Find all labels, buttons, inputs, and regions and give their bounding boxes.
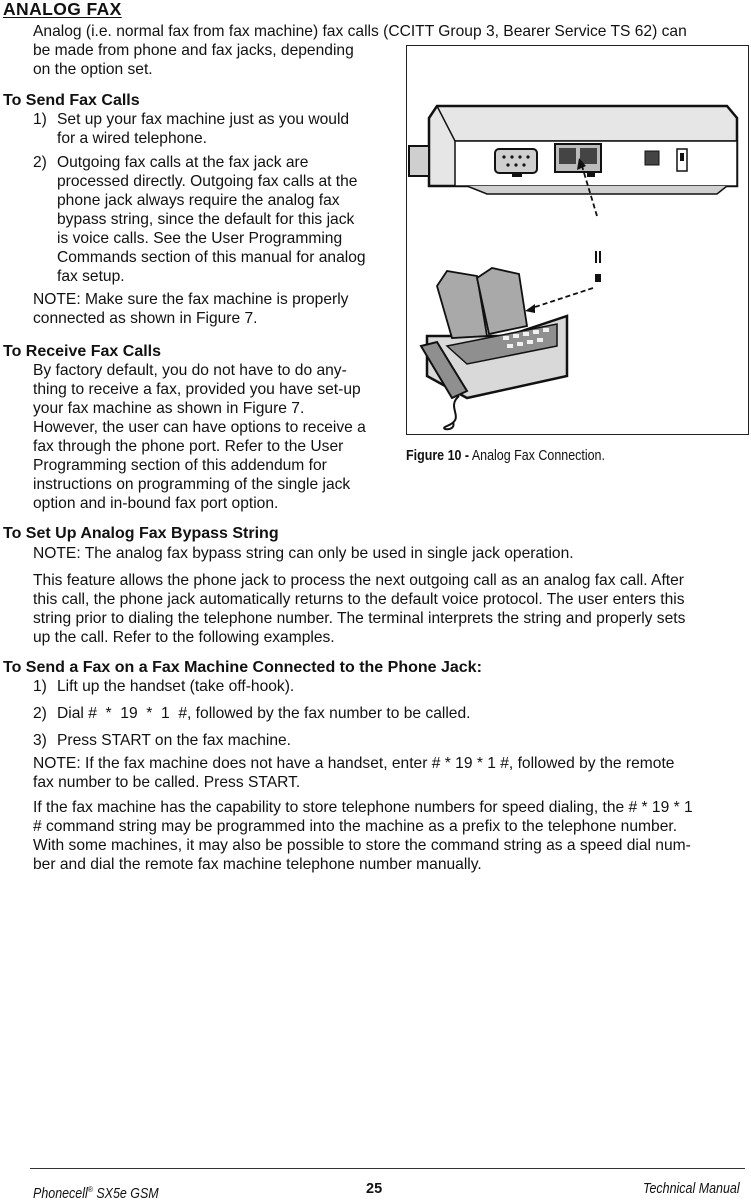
note-line: fax number to be called. Press START. (33, 774, 301, 791)
receive-line: However, the user can have options to receive a (33, 419, 366, 436)
figure-caption (406, 447, 605, 466)
bypass-line: This feature allows the phone jack to process the next outgoing call as an analog fax call. After (33, 572, 684, 589)
step-text: Lift up the handset (take off-hook). (57, 678, 295, 695)
figure-analog-fax-connection (406, 45, 749, 435)
step-number: 2) (33, 705, 47, 722)
step-number: 3) (33, 732, 47, 749)
receive-line: instructions on programming of the single jack (33, 476, 351, 493)
receive-line: By factory default, you do not have to do any- (33, 362, 347, 379)
footer-model: SX5e GSM (92, 1185, 159, 1202)
sendfax-step-2 (33, 704, 471, 723)
send-heading: To Send Fax Calls (3, 92, 140, 109)
send-note (33, 290, 348, 328)
sendfax-paragraph (33, 798, 693, 874)
note-line: NOTE: Make sure the fax machine is properly (33, 291, 349, 308)
sendfax-step-1 (33, 677, 295, 696)
registered-mark: ® (87, 1185, 93, 1194)
fax-connection-illustration (407, 46, 747, 433)
section-title: ANALOG FAX (3, 0, 122, 19)
sendfax-line: If the fax machine has the capability to store telephone numbers for speed dialing, the # * 19 * 1 (33, 799, 693, 816)
intro-line: be made from phone and fax jacks, depending (33, 42, 354, 59)
receive-line: fax through the phone port. Refer to the User (33, 438, 344, 455)
receive-paragraph (33, 361, 366, 513)
note-line: NOTE: If the fax machine does not have a handset, enter # * 19 * 1 #, followed by the remote (33, 755, 675, 772)
sendfax-note (33, 754, 674, 792)
page-number: 25 (366, 1181, 383, 1197)
item-number: 1) (33, 111, 47, 128)
sendfax-heading: To Send a Fax on a Fax Machine Connected to the Phone Jack: (3, 659, 482, 676)
intro-line: on the option set. (33, 61, 153, 78)
figure-label: Figure 10 - (406, 448, 470, 464)
item-line: processed directly. Outgoing fax calls at the (57, 173, 358, 190)
bypass-note: NOTE: The analog fax bypass string can only be used in single jack operation. (33, 545, 574, 562)
receive-line: Programming section of this addendum for (33, 457, 327, 474)
step-number: 1) (33, 678, 47, 695)
item-line: Commands section of this manual for analog (57, 249, 366, 266)
item-line: Set up your fax machine just as you would (57, 111, 350, 128)
step-text: Press START on the fax machine. (57, 732, 292, 749)
intro-line: Analog (i.e. normal fax from fax machine) fax calls (CCITT Group 3, Bearer Service TS 62) can (33, 23, 687, 40)
note-line: connected as shown in Figure 7. (33, 310, 258, 327)
item-number: 2) (33, 154, 47, 171)
figure-caption-text: Analog Fax Connection. (469, 448, 605, 464)
sendfax-line: With some machines, it may also be possible to store the command string as a speed dial num- (33, 837, 691, 854)
send-item-2 (33, 153, 403, 286)
item-line: for a wired telephone. (57, 130, 207, 147)
footer-divider (30, 1168, 745, 1169)
item-line: bypass string, since the default for this jack (57, 211, 355, 228)
receive-heading: To Receive Fax Calls (3, 343, 161, 360)
footer-manual-title: Technical Manual (643, 1181, 740, 1197)
send-item-1 (33, 110, 403, 148)
sendfax-line: ber and dial the remote fax machine telephone number manually. (33, 856, 482, 873)
item-line: Outgoing fax calls at the fax jack are (57, 154, 309, 171)
bypass-line: up the call. Refer to the following examples. (33, 629, 335, 646)
sendfax-line: # command string may be programmed into the machine as a prefix to the telephone number. (33, 818, 678, 835)
receive-line: thing to receive a fax, provided you have set-up (33, 381, 361, 398)
bypass-line: string prior to dialing the telephone number. The terminal interprets the string and properly sets (33, 610, 686, 627)
receive-line: option and in-bound fax port option. (33, 495, 279, 512)
footer-product-name: Phonecell (33, 1185, 88, 1202)
bypass-line: this call, the phone jack automatically returns to the default voice protocol. The user enters this (33, 591, 685, 608)
receive-line: your fax machine as shown in Figure 7. (33, 400, 305, 417)
bypass-heading: To Set Up Analog Fax Bypass String (3, 525, 279, 542)
sendfax-step-3 (33, 731, 292, 750)
bypass-paragraph (33, 571, 685, 647)
item-line: is voice calls. See the User Programming (57, 230, 343, 247)
item-line: fax setup. (57, 268, 125, 285)
step-text: Dial # * 19 * 1 #, followed by the fax number to be called. (57, 705, 471, 722)
item-line: phone jack always require the analog fax (57, 192, 340, 209)
